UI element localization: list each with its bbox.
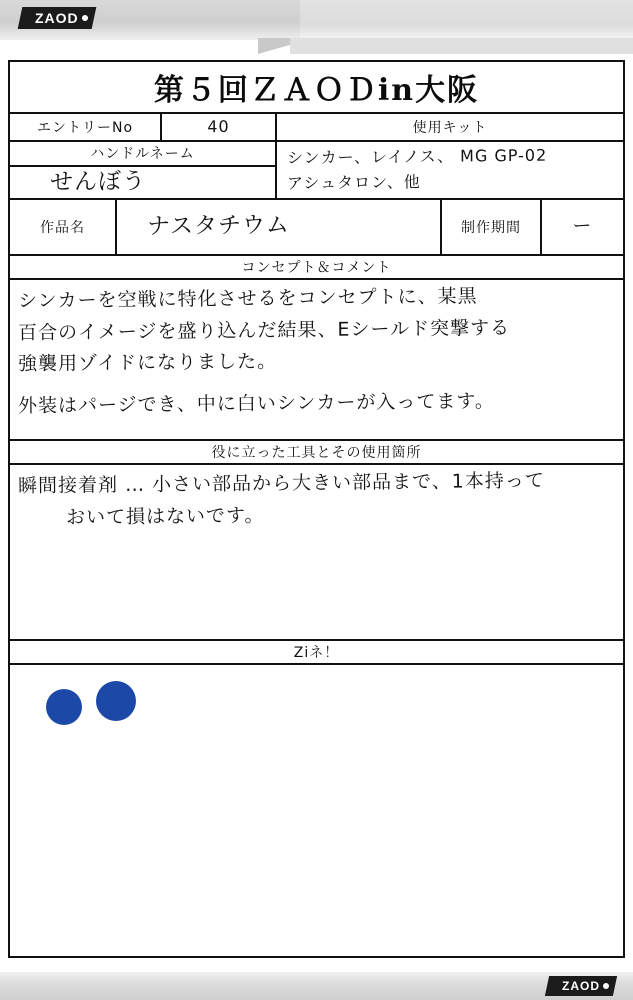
kit-value-line2: アシュタロン、他 xyxy=(286,172,421,193)
work-name-label-cell xyxy=(10,200,115,254)
zaod-logo-top-text: ZAOD xyxy=(35,10,79,26)
top-banner-right-gradient xyxy=(300,0,633,40)
kit-value-line1: シンカー、レイノス、 MG GP-02 xyxy=(286,146,548,168)
handle-name-label-cell xyxy=(10,142,275,167)
concept-line-4: 外装はパージでき、中に白いシンカーが入ってます。 xyxy=(17,390,495,418)
zine-label: Ziネ！ xyxy=(293,645,340,661)
work-name-row xyxy=(10,200,623,256)
concept-line-3: 強襲用ゾイドになりました。 xyxy=(17,350,278,376)
kit-value-cell[interactable] xyxy=(275,142,623,198)
logo-dot-icon xyxy=(82,15,88,21)
blue-dot-icon-2 xyxy=(96,681,136,721)
tools-label-cell xyxy=(10,441,623,465)
zaod-logo-top xyxy=(18,7,97,29)
zine-body[interactable] xyxy=(10,665,623,933)
page-title: 第５回ＺＡＯＤin大阪 xyxy=(153,73,480,108)
concept-line-1: シンカーを空戦に特化させるをコンセプトに、某黒 xyxy=(17,285,478,313)
entry-no-value-cell[interactable] xyxy=(160,114,275,140)
kit-label-cell xyxy=(275,114,623,140)
entry-no-label-cell xyxy=(10,114,160,140)
tools-body[interactable] xyxy=(10,465,623,639)
handle-kit-row xyxy=(10,142,623,200)
period-value: ー xyxy=(572,215,593,238)
zaod-logo-bottom-text: ZAOD xyxy=(562,979,600,993)
zine-label-cell xyxy=(10,641,623,665)
tools-line-1: 瞬間接着剤 … 小さい部品から大きい部品まで、1本持って xyxy=(17,469,545,498)
top-banner xyxy=(0,0,633,58)
work-name-value-cell[interactable] xyxy=(115,200,440,254)
bottom-banner-gradient xyxy=(0,972,633,1000)
bottom-banner xyxy=(0,958,633,1000)
zine-section xyxy=(10,641,623,933)
concept-line-2: 百合のイメージを盛り込んだ結果、Eシールド突撃する xyxy=(17,316,511,344)
logo-dot-icon-bottom xyxy=(603,983,609,989)
form-title-row xyxy=(10,62,623,114)
entry-form xyxy=(8,60,625,958)
work-name-value: ナスタチウム xyxy=(146,212,290,241)
zaod-logo-bottom xyxy=(545,976,617,996)
entry-kit-header-row xyxy=(10,114,623,142)
tools-section xyxy=(10,441,623,641)
top-banner-bar xyxy=(290,38,633,54)
tools-line-2: おいて損はないです。 xyxy=(65,504,265,529)
entry-no-value: 40 xyxy=(207,117,230,137)
work-name-label: 作品名 xyxy=(40,220,85,236)
kit-label: 使用キット xyxy=(412,120,488,136)
blue-dot-icon-1 xyxy=(46,689,82,725)
concept-label-cell xyxy=(10,256,623,280)
period-label-cell xyxy=(440,200,540,254)
period-label: 制作期間 xyxy=(461,220,521,236)
handle-name-label: ハンドルネーム xyxy=(90,146,195,163)
concept-section xyxy=(10,256,623,441)
handle-name-value-cell[interactable] xyxy=(10,167,275,198)
entry-no-label: エントリーNo xyxy=(36,120,134,136)
handle-name-cell xyxy=(10,142,275,198)
handle-name-value: せんぼう xyxy=(49,168,147,196)
period-value-cell[interactable] xyxy=(540,200,623,254)
concept-label: コンセプト＆コメント xyxy=(241,260,392,276)
tools-label: 役に立った工具とその使用箇所 xyxy=(211,445,422,461)
concept-body[interactable] xyxy=(10,280,623,439)
